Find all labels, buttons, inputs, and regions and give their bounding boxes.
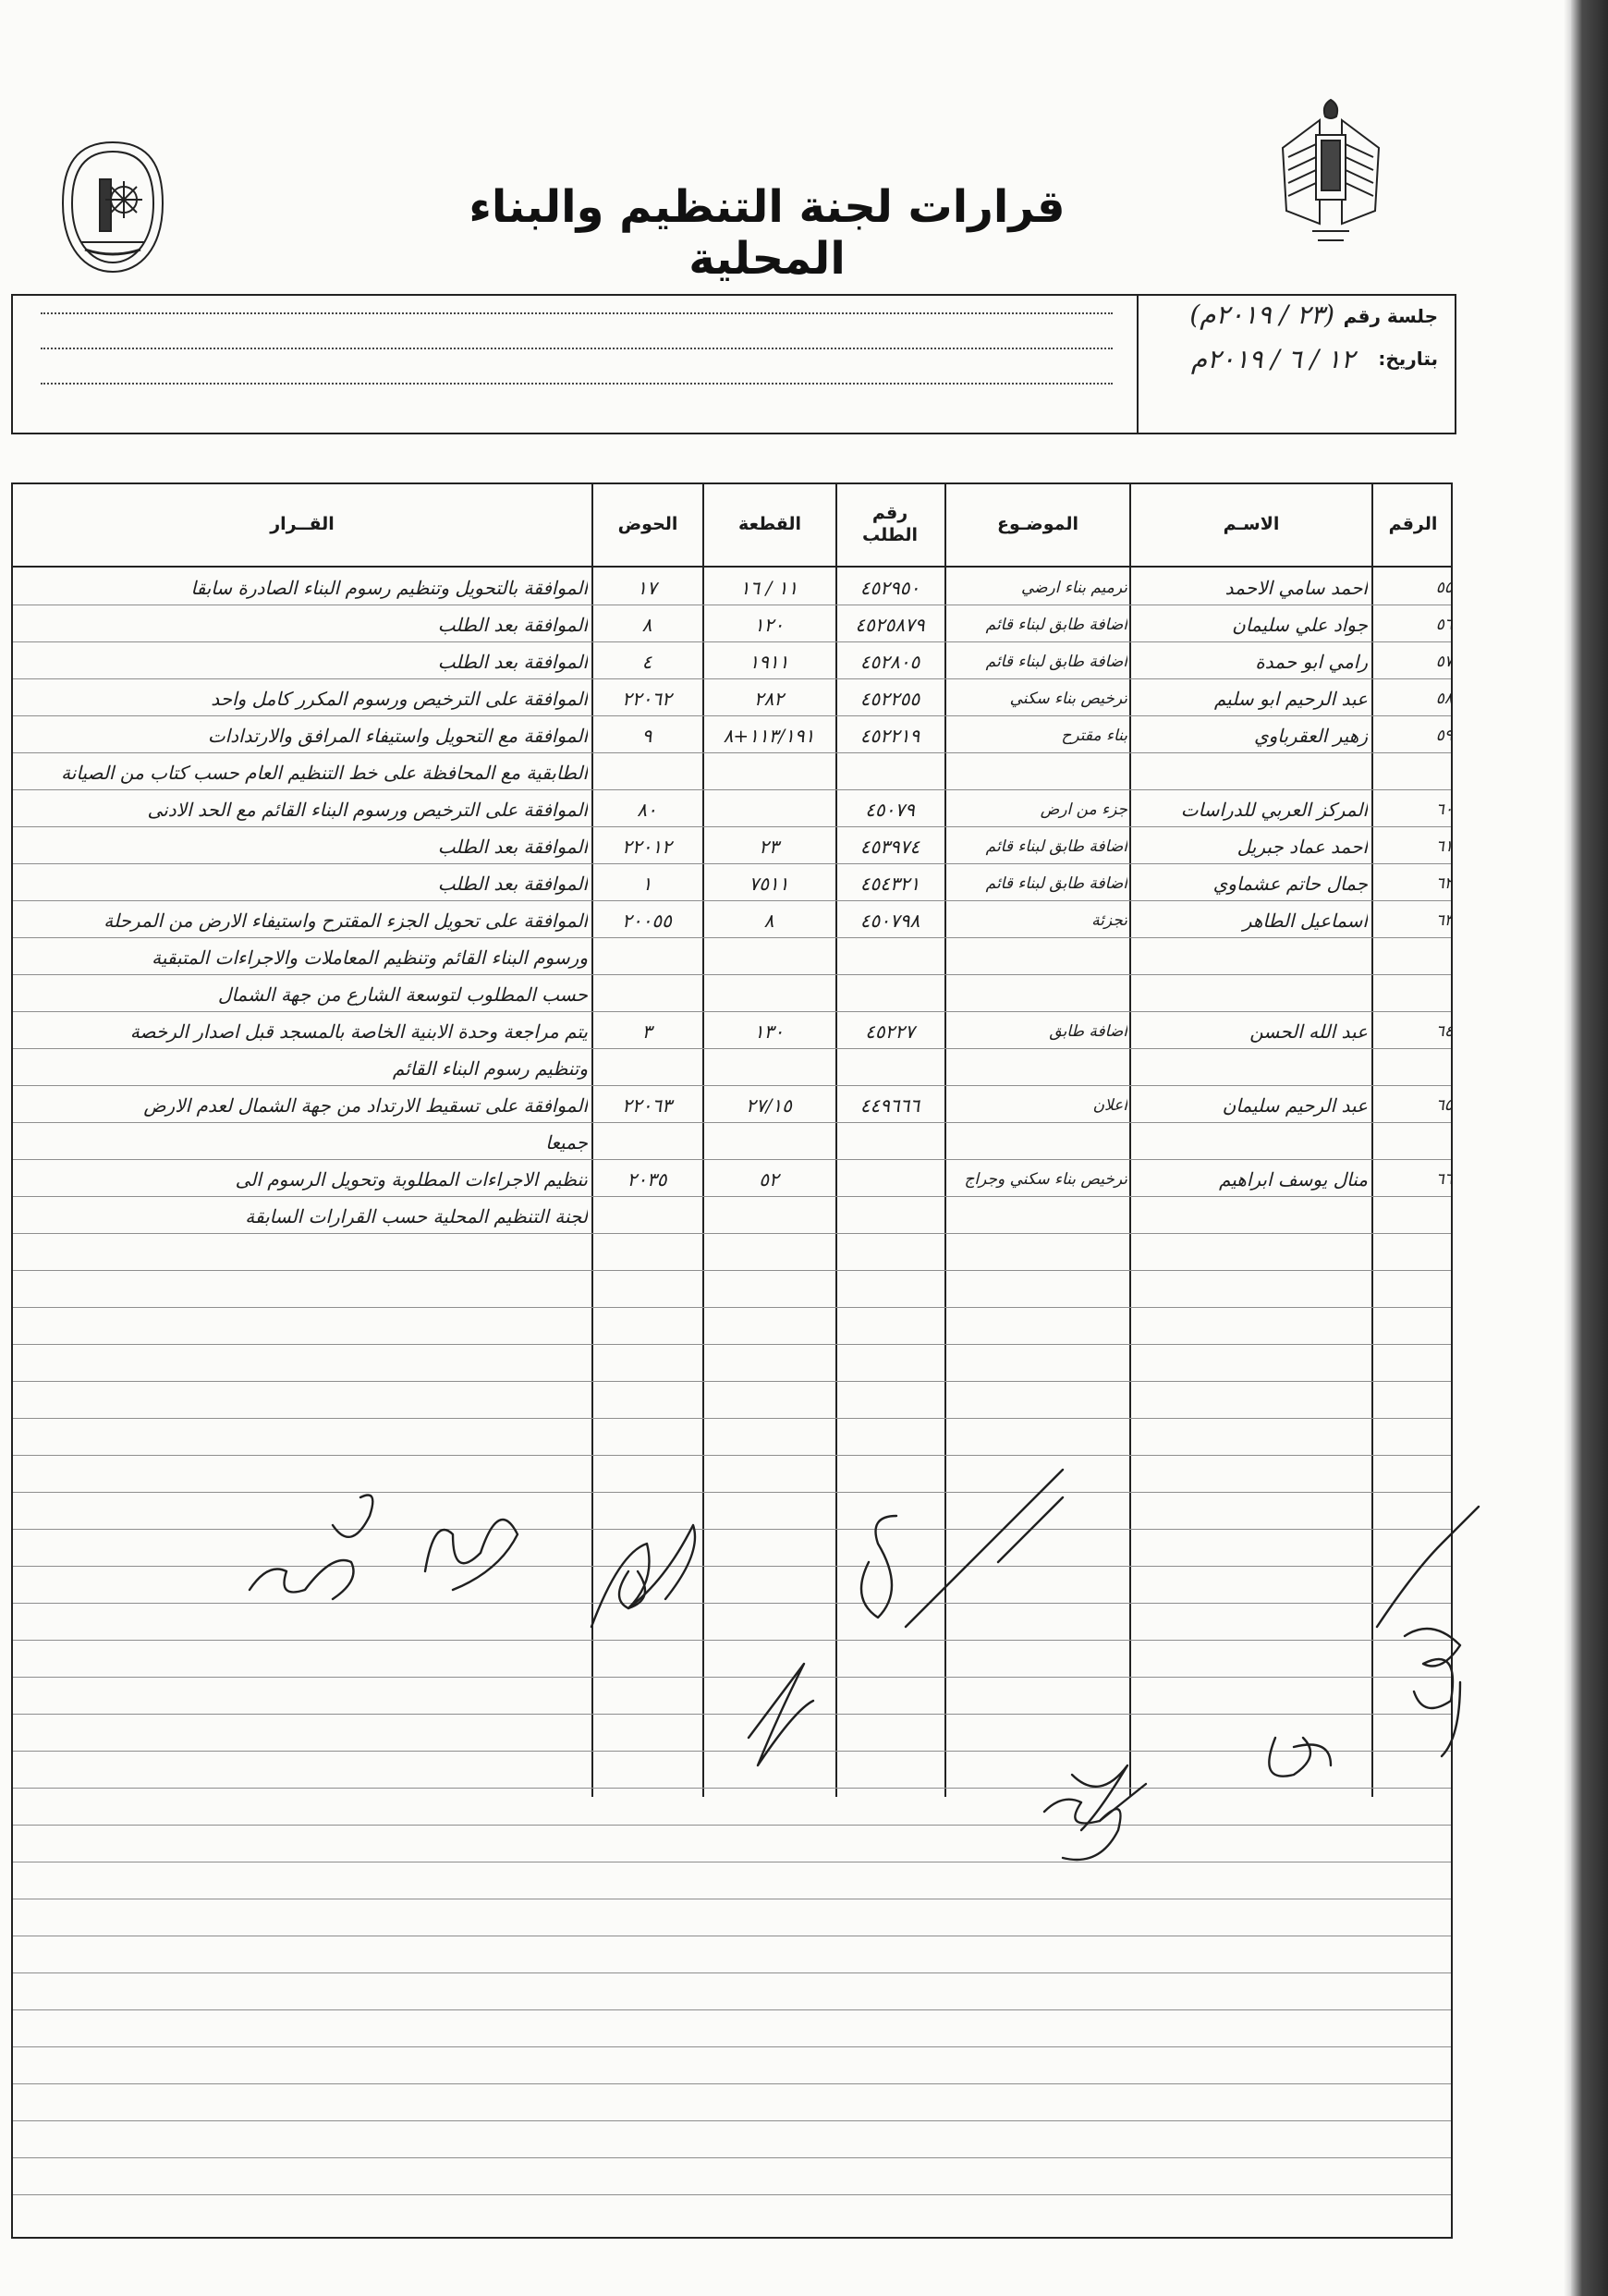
row-6-subject: جزء من ارض xyxy=(1040,800,1127,819)
row-14-subject: اعلان xyxy=(1092,1096,1127,1115)
row-14-decision: الموافقة على تسقيط الارتداد من جهة الشمال لعدم الارض xyxy=(143,1094,588,1117)
row-8-parcel: ٧٥١١ xyxy=(749,873,789,895)
row-16-basin: ٢٠٣٥ xyxy=(627,1168,667,1191)
row-12-parcel: ١٣٠ xyxy=(753,1020,785,1043)
row-12-no: ٦٤ xyxy=(1435,1022,1453,1041)
row-11-parcel xyxy=(704,976,834,1013)
header-parcel: القطعة xyxy=(737,514,802,535)
ruled-line xyxy=(13,2083,1451,2084)
ruled-line xyxy=(13,1492,1451,1493)
row-16-decision: تنظيم الاجراءات المطلوبة وتحويل الرسوم الى xyxy=(235,1168,588,1191)
row-14-no: ٦٥ xyxy=(1435,1096,1453,1115)
row-10-subject xyxy=(946,939,1127,976)
row-10-no xyxy=(1373,939,1453,976)
row-0-basin: ١٧ xyxy=(637,577,657,599)
scan-edge xyxy=(1564,0,1571,2296)
row-10-decision: ورسوم البناء القائم وتنظيم المعاملات والاجراءات المتبقية xyxy=(152,946,588,969)
row-5-no xyxy=(1373,754,1453,791)
row-16-request xyxy=(837,1161,943,1198)
decisions-table xyxy=(11,482,1453,2239)
row-16-parcel: ٥٢ xyxy=(759,1168,779,1191)
row-11-name xyxy=(1131,976,1368,1013)
session-divider xyxy=(1137,296,1139,433)
row-10-request xyxy=(837,939,943,976)
row-6-parcel xyxy=(704,791,834,828)
header-name: الاسـم xyxy=(1223,514,1280,535)
municipality-seal-logo xyxy=(57,139,168,275)
row-2-parcel: ١٩١١ xyxy=(749,651,789,673)
ruled-line xyxy=(13,1344,1451,1345)
row-2-request: ٤٥٢٨٠٥ xyxy=(859,651,920,673)
row-2-subject: اضافة طابق لبناء قائم xyxy=(985,653,1127,671)
ruled-line xyxy=(13,1714,1451,1715)
row-9-request: ٤٥٠٧٩٨ xyxy=(859,910,920,932)
row-10-basin xyxy=(593,939,700,976)
row-12-decision: يتم مراجعة وحدة الابنية الخاصة بالمسجد قبل اصدار الرخصة xyxy=(129,1020,588,1043)
session-number-label: جلسة رقم xyxy=(1343,305,1438,327)
ruled-line xyxy=(13,1566,1451,1567)
row-2-no: ٥٧ xyxy=(1435,653,1453,671)
state-emblem-logo xyxy=(1275,92,1386,259)
ruled-line xyxy=(13,2046,1451,2047)
row-4-no: ٥٩ xyxy=(1435,727,1453,745)
row-4-basin: ٩ xyxy=(641,725,652,747)
session-date-value: ١٢ / ٦ / ٢٠١٩م xyxy=(1190,344,1355,374)
row-8-decision: الموافقة بعد الطلب xyxy=(437,873,588,895)
row-15-request xyxy=(837,1124,943,1161)
row-9-name: اسماعيل الطاهر xyxy=(1242,910,1368,932)
row-7-decision: الموافقة بعد الطلب xyxy=(437,836,588,858)
row-7-no: ٦١ xyxy=(1435,837,1453,856)
row-3-basin: ٢٢٠٦٢ xyxy=(622,688,672,710)
header-request: رقم الطلب xyxy=(861,503,919,545)
row-11-decision: حسب المطلوب لتوسعة الشارع من جهة الشمال xyxy=(217,983,588,1006)
row-5-subject xyxy=(946,754,1127,791)
row-15-decision: جميعا xyxy=(545,1131,588,1154)
row-11-request xyxy=(837,976,943,1013)
ruled-line xyxy=(13,2157,1451,2158)
row-6-name: المركز العربي للدراسات xyxy=(1180,799,1368,821)
row-5-parcel xyxy=(704,754,834,791)
row-6-no: ٦٠ xyxy=(1435,800,1453,819)
scan-border xyxy=(1571,0,1608,2296)
row-4-name: زهير العقرباوي xyxy=(1253,725,1368,747)
ruled-line xyxy=(13,1418,1451,1419)
row-15-parcel xyxy=(704,1124,834,1161)
row-6-basin: ٨٠ xyxy=(637,799,657,821)
row-7-parcel: ٢٣ xyxy=(759,836,779,858)
row-5-request xyxy=(837,754,943,791)
ruled-line xyxy=(13,1972,1451,1973)
row-6-request: ٤٥٠٧٩ xyxy=(865,799,915,821)
row-3-subject: ترخيص بناء سكني xyxy=(1009,690,1127,708)
ruled-line xyxy=(13,2009,1451,2010)
row-4-subject: بناء مقترح xyxy=(1061,727,1127,745)
ruled-line xyxy=(13,1751,1451,1752)
row-1-request: ٤٥٢٥٨٧٩ xyxy=(855,614,925,636)
row-5-decision: الطابقية مع المحافظة على خط التنظيم العام حسب كتاب من الصيانة xyxy=(61,762,588,784)
row-8-name: جمال حاتم عشماوي xyxy=(1212,873,1368,895)
row-12-name: عبد الله الحسن xyxy=(1249,1020,1368,1043)
row-0-subject: ترميم بناء ارضي xyxy=(1020,579,1127,597)
row-1-basin: ٨ xyxy=(641,614,652,636)
row-1-subject: اضافة طابق لبناء قائم xyxy=(985,616,1127,634)
ruled-line xyxy=(13,1677,1451,1678)
row-9-subject: تجزئة xyxy=(1091,911,1127,930)
ruled-line xyxy=(13,1455,1451,1456)
header-divider xyxy=(13,566,1451,568)
row-13-request xyxy=(837,1050,943,1087)
row-11-subject xyxy=(946,976,1127,1013)
row-13-no xyxy=(1373,1050,1453,1087)
header-basin: الحوض xyxy=(617,514,678,535)
row-15-basin xyxy=(593,1124,700,1161)
row-12-subject: اضافة طابق xyxy=(1049,1022,1127,1041)
row-4-decision: الموافقة مع التحويل واستيفاء المرافق والارتدادات xyxy=(207,725,588,747)
row-3-parcel: ٢٨٢ xyxy=(753,688,785,710)
row-5-basin xyxy=(593,754,700,791)
ruled-line xyxy=(13,1307,1451,1308)
row-14-request: ٤٤٩٦٦٦ xyxy=(859,1094,920,1117)
row-3-no: ٥٨ xyxy=(1435,690,1453,708)
row-8-request: ٤٥٤٣٢١ xyxy=(859,873,920,895)
row-7-basin: ٢٢٠١٢ xyxy=(622,836,672,858)
ruled-line xyxy=(13,1640,1451,1641)
row-7-request: ٤٥٣٩٧٤ xyxy=(859,836,920,858)
row-2-decision: الموافقة بعد الطلب xyxy=(437,651,588,673)
row-13-parcel xyxy=(704,1050,834,1087)
row-1-no: ٥٦ xyxy=(1435,616,1453,634)
row-8-subject: اضافة طابق لبناء قائم xyxy=(985,874,1127,893)
row-17-request xyxy=(837,1198,943,1235)
ruled-line xyxy=(13,2120,1451,2121)
notes-line xyxy=(41,348,1113,349)
row-8-basin: ١ xyxy=(641,873,652,895)
row-13-decision: وتنظيم رسوم البناء القائم xyxy=(392,1057,588,1080)
row-8-no: ٦٢ xyxy=(1435,874,1453,893)
row-17-no xyxy=(1373,1198,1453,1235)
row-7-subject: اضافة طابق لبناء قائم xyxy=(985,837,1127,856)
row-2-basin: ٤ xyxy=(641,651,652,673)
row-17-parcel xyxy=(704,1198,834,1235)
row-17-basin xyxy=(593,1198,700,1235)
row-10-parcel xyxy=(704,939,834,976)
row-9-basin: ٢٠٠٥٥ xyxy=(622,910,672,932)
row-16-name: منال يوسف ابراهيم xyxy=(1218,1168,1368,1191)
row-3-name: عبد الرحيم ابو سليم xyxy=(1213,688,1368,710)
row-13-basin xyxy=(593,1050,700,1087)
ruled-line xyxy=(13,1270,1451,1271)
row-6-decision: الموافقة على الترخيص ورسوم البناء القائم مع الحد الادنى xyxy=(147,799,588,821)
ruled-line xyxy=(13,1788,1451,1789)
notes-line xyxy=(41,312,1113,314)
row-3-decision: الموافقة على الترخيص ورسوم المكرر كامل واحد xyxy=(211,688,588,710)
row-15-no xyxy=(1373,1124,1453,1161)
row-11-basin xyxy=(593,976,700,1013)
row-16-subject: ترخيص بناء سكني وجراج xyxy=(964,1170,1127,1189)
ruled-line xyxy=(13,2194,1451,2195)
session-number-value: (٢٣ / ٢٠١٩م) xyxy=(1189,299,1334,330)
row-3-request: ٤٥٢٢٥٥ xyxy=(859,688,920,710)
row-0-parcel: ١١ / ١٦ xyxy=(739,577,798,599)
ruled-line xyxy=(13,1381,1451,1382)
session-date-label: بتاريخ: xyxy=(1378,348,1438,370)
row-0-no: ٥٥ xyxy=(1435,579,1453,597)
row-0-decision: الموافقة بالتحويل وتنظيم رسوم البناء الصادرة سابقا xyxy=(190,577,588,599)
row-12-basin: ٣ xyxy=(641,1020,652,1043)
row-9-parcel: ٨ xyxy=(763,910,774,932)
row-17-name xyxy=(1131,1198,1368,1235)
ruled-line xyxy=(13,1603,1451,1604)
row-0-name: احمد سامي الاحمد xyxy=(1224,577,1368,599)
session-info-box xyxy=(11,294,1456,434)
header-decision: القــرار xyxy=(270,514,335,535)
row-2-name: رامي ابو حمدة xyxy=(1255,651,1368,673)
row-1-decision: الموافقة بعد الطلب xyxy=(437,614,588,636)
header-subject: الموضـوع xyxy=(996,514,1079,535)
row-4-request: ٤٥٢٢١٩ xyxy=(859,725,920,747)
row-11-no xyxy=(1373,976,1453,1013)
row-16-no: ٦٦ xyxy=(1435,1170,1453,1189)
row-5-name xyxy=(1131,754,1368,791)
row-14-parcel: ٢٧/١٥ xyxy=(746,1094,792,1117)
ruled-line xyxy=(13,1529,1451,1530)
row-9-no: ٦٣ xyxy=(1435,911,1453,930)
row-13-subject xyxy=(946,1050,1127,1087)
notes-line xyxy=(41,383,1113,385)
header-number: الرقم xyxy=(1388,514,1438,535)
ruled-line xyxy=(13,1825,1451,1826)
row-14-name: عبد الرحيم سليمان xyxy=(1222,1094,1368,1117)
page-title: قرارات لجنة التنظيم والبناء المحلية xyxy=(469,181,1066,285)
row-17-decision: لجنة التنظيم المحلية حسب القرارات السابقة xyxy=(245,1205,588,1227)
row-14-basin: ٢٢٠٦٣ xyxy=(622,1094,672,1117)
row-0-request: ٤٥٢٩٥٠ xyxy=(859,577,920,599)
row-15-name xyxy=(1131,1124,1368,1161)
row-12-request: ٤٥٢٢٧ xyxy=(865,1020,915,1043)
row-7-name: احمد عماد جبريل xyxy=(1236,836,1368,858)
row-15-subject xyxy=(946,1124,1127,1161)
row-17-subject xyxy=(946,1198,1127,1235)
row-1-parcel: ١٢٠ xyxy=(753,614,785,636)
row-10-name xyxy=(1131,939,1368,976)
row-4-parcel: ١١٣/١٩١+٨ xyxy=(723,725,815,747)
row-13-name xyxy=(1131,1050,1368,1087)
row-1-name: جواد علي سليمان xyxy=(1232,614,1368,636)
row-9-decision: الموافقة على تحويل الجزء المقترح واستيفاء الارض من المرحلة xyxy=(104,910,588,932)
